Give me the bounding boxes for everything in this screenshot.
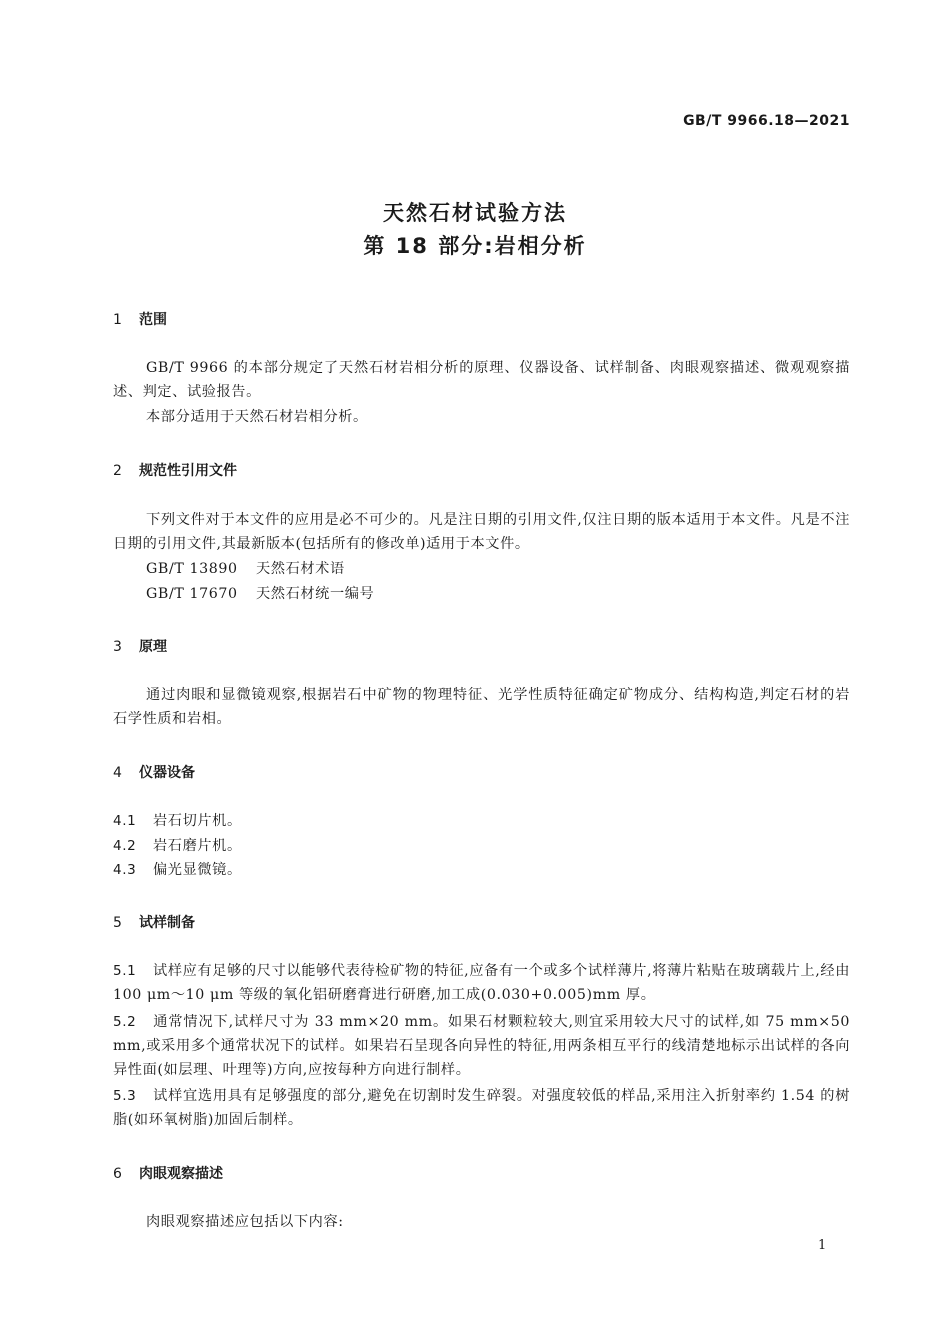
section-title: 规范性引用文件 (139, 463, 237, 479)
paragraph: 下列文件对于本文件的应用是必不可少的。凡是注日期的引用文件,仅注日期的版本适用于本文件。凡是不注日期的引用文件,其最新版本(包括所有的修改单)适用于本文件。 (113, 512, 850, 552)
section-heading-1 (113, 309, 167, 329)
clause-number: 4.1 (113, 813, 137, 829)
paragraph: 本部分适用于天然石材岩相分析。 (146, 409, 368, 425)
clause-item (113, 809, 850, 833)
section-title: 范围 (139, 312, 167, 328)
section-title: 原理 (139, 639, 167, 655)
section-heading-2 (113, 460, 237, 480)
section-number: 4 (113, 765, 122, 781)
reference-code: GB/T 13890 (146, 561, 238, 577)
section-heading-4 (113, 762, 195, 782)
reference-name: 天然石材术语 (256, 561, 345, 577)
section-number: 5 (113, 915, 122, 931)
section-title: 试样制备 (139, 915, 195, 931)
clause-text: 偏光显微镜。 (153, 862, 242, 878)
section-title: 仪器设备 (139, 765, 195, 781)
document-title: 天然石材试验方法 (383, 201, 567, 225)
document-subtitle: 第 18 部分:岩相分析 (363, 234, 587, 258)
clause-text: 通常情况下,试样尺寸为 33 mm×20 mm。如果石材颗粒较大,则宜采用较大尺寸的试样,如 75 mm×50 mm,或采用多个通常状况下的试样。如果岩石呈现各向异性的特征,用两条相互平行的线清楚地标示出试样的各向异性面(如层理、叶理等)方向,应按每种方向进行制样。 (113, 1014, 850, 1078)
clause-item (113, 1084, 850, 1132)
section-heading-3 (113, 636, 167, 656)
section-heading-5 (113, 912, 195, 932)
section-number: 1 (113, 312, 122, 328)
section-title: 肉眼观察描述 (139, 1166, 223, 1182)
reference-name: 天然石材统一编号 (256, 586, 375, 602)
clause-number: 5.1 (113, 963, 137, 979)
reference-item (146, 583, 374, 603)
reference-item (146, 558, 345, 578)
standard-code: GB/T 9966.18—2021 (683, 113, 850, 129)
reference-code: GB/T 17670 (146, 586, 238, 602)
clause-number: 5.2 (113, 1014, 137, 1030)
clause-text: 岩石磨片机。 (153, 838, 242, 854)
clause-number: 4.3 (113, 862, 137, 878)
clause-text: 试样宜选用具有足够强度的部分,避免在切割时发生碎裂。对强度较低的样品,采用注入折射率约 1.54 的树脂(如环氧树脂)加固后制样。 (113, 1088, 850, 1128)
paragraph: GB/T 9966 的本部分规定了天然石材岩相分析的原理、仪器设备、试样制备、肉眼观察描述、微观观察描述、判定、试验报告。 (113, 360, 850, 400)
paragraph: 通过肉眼和显微镜观察,根据岩石中矿物的物理特征、光学性质特征确定矿物成分、结构构造,判定石材的岩石学性质和岩相。 (113, 687, 850, 727)
section-number: 3 (113, 639, 122, 655)
page-number: 1 (818, 1238, 827, 1253)
clause-item (113, 834, 850, 858)
clause-item (113, 959, 850, 1007)
clause-text: 试样应有足够的尺寸以能够代表待检矿物的特征,应备有一个或多个试样薄片,将薄片粘贴在玻璃载片上,经由 100 μm～10 μm 等级的氧化铝研磨膏进行研磨,加工成(0.030+0.005)mm 厚。 (113, 963, 850, 1003)
section-number: 2 (113, 463, 122, 479)
clause-number: 5.3 (113, 1088, 137, 1104)
clause-number: 4.2 (113, 838, 137, 854)
section-heading-6 (113, 1163, 223, 1183)
clause-item (113, 858, 850, 882)
clause-item (113, 1010, 850, 1082)
section-number: 6 (113, 1166, 122, 1182)
clause-text: 岩石切片机。 (153, 813, 242, 829)
paragraph: 肉眼观察描述应包括以下内容: (146, 1214, 344, 1230)
